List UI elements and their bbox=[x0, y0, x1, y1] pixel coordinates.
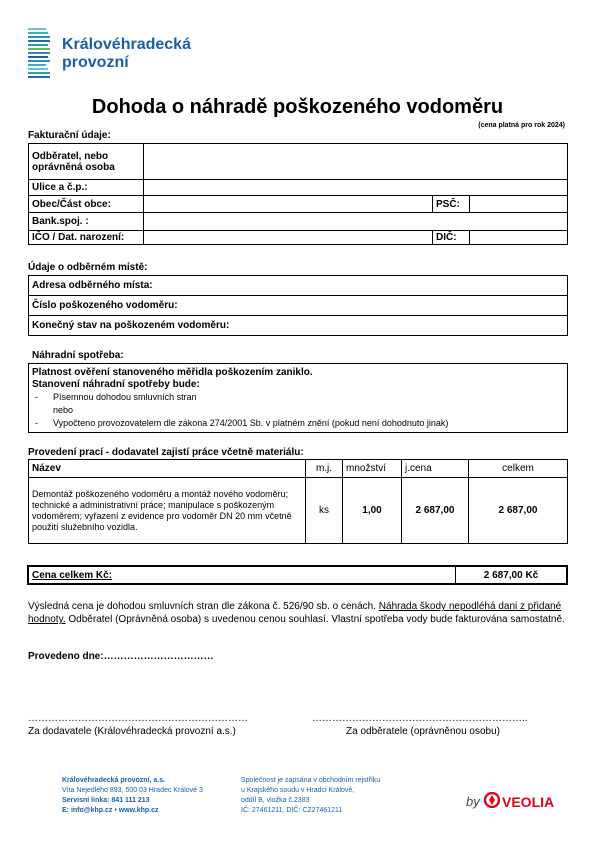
footer-address: Víta Nejedlého 893, 500 03 Hradec Králové 3 bbox=[62, 787, 203, 794]
billing-table bbox=[28, 143, 568, 245]
col-total: celkem bbox=[469, 460, 568, 478]
customer-label: Odběratel, nebo oprávněná osoba bbox=[29, 144, 144, 180]
town-label: Obec/Část obce: bbox=[29, 196, 144, 213]
done-date-line[interactable]: Provedeno dne:…………………………… bbox=[28, 651, 214, 662]
replacement-option2: Vypočteno provozovatelem dle zákona 274/2001 Sb. v platném znění (pokud není dohodnuto jinak) bbox=[53, 418, 449, 428]
col-unit: m.j. bbox=[306, 460, 343, 478]
footer-ids: IČ: 27461211, DIČ: CZ27461211 bbox=[241, 807, 343, 814]
ico-label: IČO / Dat. narození: bbox=[29, 231, 144, 245]
company-name-line2: provozní bbox=[62, 54, 129, 71]
address-label: Adresa odběrného místa: bbox=[29, 276, 568, 296]
footer-register1: Společnost je zapsána v obchodním rejstříku bbox=[241, 777, 381, 784]
total-table bbox=[27, 565, 568, 585]
veolia-logo-icon bbox=[484, 792, 500, 808]
replacement-option1: Písemnou dohodou smluvních stran bbox=[53, 392, 197, 402]
col-name: Název bbox=[29, 460, 306, 478]
replacement-box bbox=[28, 363, 568, 433]
paragraph-text3: Odběratel (Oprávněná osoba) s uvedenou cenou souhlasí. Vlastní spotřeba vody bude fakturována samostatně. bbox=[68, 614, 565, 625]
bank-field[interactable] bbox=[144, 213, 568, 231]
works-table bbox=[28, 459, 568, 544]
billing-heading: Fakturační údaje: bbox=[28, 130, 111, 141]
customer-field[interactable] bbox=[144, 144, 568, 180]
price-paragraph bbox=[28, 600, 568, 626]
footer-left bbox=[62, 776, 203, 816]
footer-right bbox=[241, 776, 380, 816]
replacement-line1: Platnost ověření stanoveného měřidla poškozením zaniklo. bbox=[32, 367, 313, 378]
company-logo-text bbox=[62, 36, 191, 72]
paragraph-text2: Náhrada škody nepodléhá dani z přidané hodnoty. bbox=[28, 601, 562, 625]
paragraph-text1: Výsledná cena je dohodou smluvních stran dle zákona č. 526/90 sb. o cenách. bbox=[28, 601, 377, 612]
footer-contact: E: info@khp.cz • www.khp.cz bbox=[62, 807, 159, 814]
item-price: 2 687,00 bbox=[402, 478, 469, 544]
replacement-dash1: - bbox=[35, 392, 38, 402]
customer-signature-line[interactable]: ……………………………………………………….. bbox=[312, 713, 528, 724]
veolia-logo-text: VEOLIA bbox=[502, 794, 555, 810]
supplier-signature-label: Za dodavatele (Královéhradecká provozní a.s.) bbox=[28, 726, 236, 737]
item-description: Demontáž poškozeného vodoměru a montáž nového vodoměru; technické a administrativní práce; manipulace s poškozeným vodoměrem; vyřazení z evidence pro vodoměr DN 20 mm včetně použití služebního vozidla. bbox=[29, 478, 306, 544]
street-label: Ulice a č.p.: bbox=[29, 180, 144, 196]
footer-register3: oddíl B, vložka č.2383 bbox=[241, 797, 310, 804]
col-qty: množství bbox=[343, 460, 402, 478]
company-name-line1: Královéhradecká bbox=[62, 36, 191, 53]
veolia-by: by bbox=[466, 794, 480, 809]
company-logo-bars bbox=[28, 28, 50, 80]
zip-label: PSČ: bbox=[433, 196, 470, 213]
col-price: j.cena bbox=[402, 460, 469, 478]
item-unit: ks bbox=[306, 478, 343, 544]
footer-company: Královéhradecká provozní, a.s. bbox=[62, 777, 166, 784]
total-value: 2 687,00 Kč bbox=[456, 566, 568, 584]
works-heading: Provedení prací - dodavatel zajistí práce včetně materiálu: bbox=[28, 447, 304, 458]
dic-label: DIČ: bbox=[433, 231, 470, 245]
item-total: 2 687,00 bbox=[469, 478, 568, 544]
street-field[interactable] bbox=[144, 180, 568, 196]
replacement-heading: Náhradní spotřeba: bbox=[32, 350, 124, 361]
price-note: (cena platná pro rok 2024) bbox=[478, 122, 565, 129]
meter-number-label: Číslo poškozeného vodoměru: bbox=[29, 296, 568, 316]
replacement-or: nebo bbox=[53, 405, 74, 415]
final-state-label: Konečný stav na poškozeném vodoměru: bbox=[29, 316, 568, 336]
item-qty: 1,00 bbox=[343, 478, 402, 544]
customer-signature-label: Za odběratele (oprávněnou osobu) bbox=[346, 726, 500, 737]
place-heading: Údaje o odběrném místě: bbox=[28, 262, 148, 273]
footer-register2: u Krajského soudu v Hradci Králové, bbox=[241, 787, 355, 794]
dic-field[interactable] bbox=[470, 231, 568, 245]
town-field[interactable] bbox=[144, 196, 433, 213]
document-title: Dohoda o náhradě poškozeného vodoměru bbox=[91, 96, 504, 118]
replacement-line2: Stanovení náhradní spotřeby bude: bbox=[32, 379, 200, 390]
replacement-dash2: - bbox=[35, 418, 38, 428]
zip-field[interactable] bbox=[470, 196, 568, 213]
footer-service-line: Servisní linka: 841 111 213 bbox=[62, 797, 150, 804]
bank-label: Bank.spoj. : bbox=[29, 213, 144, 231]
total-label: Cena celkem Kč: bbox=[28, 566, 456, 584]
supplier-signature-line[interactable]: ………………………………………………………… bbox=[28, 713, 248, 724]
place-table bbox=[28, 275, 568, 336]
ico-field[interactable] bbox=[144, 231, 433, 245]
